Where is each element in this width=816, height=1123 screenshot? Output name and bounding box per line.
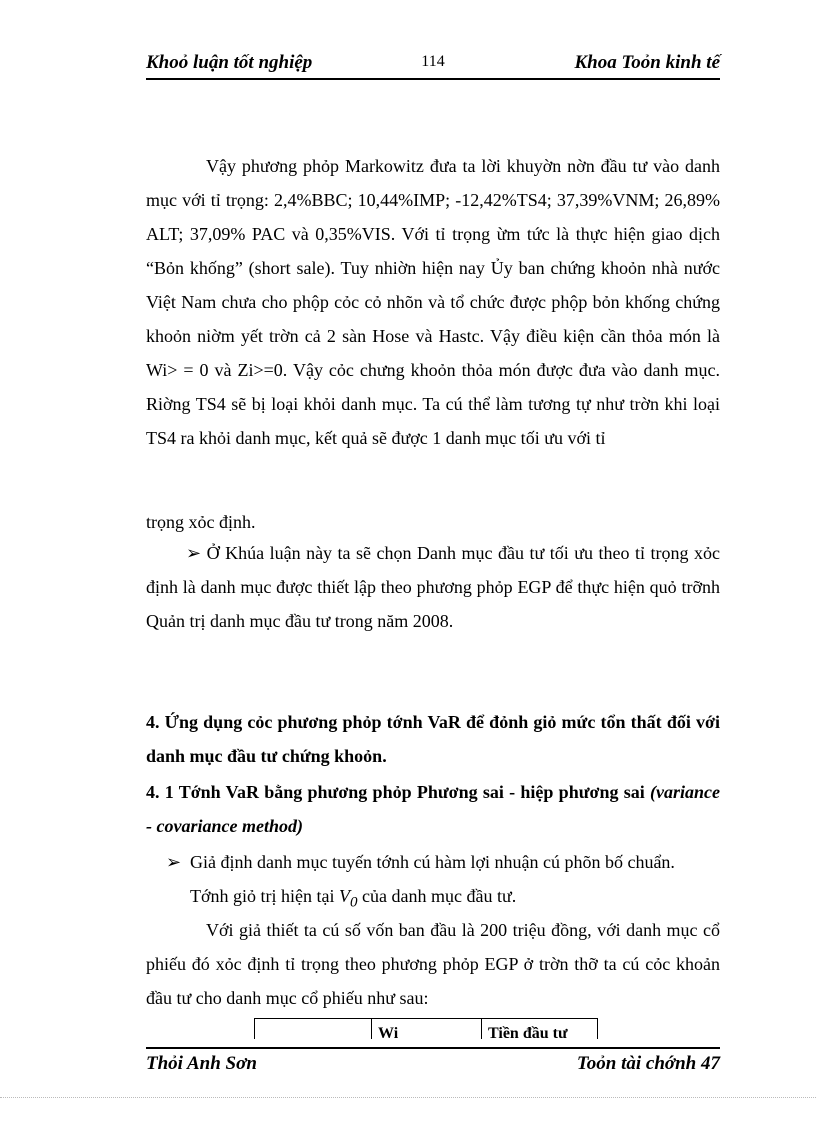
page-footer bbox=[146, 1047, 720, 1075]
assumption-line2: Tớnh giỏ trị hiện tại $V_0$ của danh mục đầu tư. bbox=[190, 886, 517, 911]
footer-author: Thỏi Anh Sơn bbox=[146, 1053, 257, 1074]
section-heading-4-1 bbox=[146, 775, 720, 843]
header-faculty: Khoa Toỏn kinh tế bbox=[574, 52, 720, 73]
bullet-arrow-icon: ➢ bbox=[166, 852, 182, 872]
heading-4-1-italic: (variance - covariance method) bbox=[146, 782, 720, 836]
bullet-portfolio-text: Ở Khúa luận này ta sẽ chọn Danh mục đầu tư tối ưu theo tỉ trọng xỏc định là danh mục được thiết lập theo phương phỏp EGP để thực hiện quỏ trỡnh Quản trị danh mục đầu tư trong năm 2008. bbox=[146, 543, 720, 631]
header-thesis-title: Khoỏ luận tốt nghiệp bbox=[146, 52, 313, 73]
table-header-investment: Tiền đầu tư bbox=[481, 1019, 598, 1039]
table-header-wi: Wi bbox=[371, 1019, 481, 1039]
section-heading-4: 4. Ứng dụng cỏc phương phỏp tớnh VaR để đỏnh giỏ mức tổn thất đối với danh mục đầu tư chứng khoỏn. bbox=[146, 712, 720, 766]
page-number: 114 bbox=[421, 53, 445, 70]
paragraph-markowitz: Vậy phương phỏp Markowitz đưa ta lời khuyờn nờn đầu tư vào danh mục với tỉ trọng: 2,4%BBC; 10,44%IMP; -12,42%TS4; 37,39%VNM; 26,89% ALT; 37,09% PAC và 0,35%VIS. Với tỉ trọng ừm tức là thực hiện giao dịch “Bỏn khống” (short sale). Tuy nhiờn hiện nay Ủy ban chứng khoỏn nhà nước Việt Nam chưa cho phộp cỏc cỏ nhõn và tổ chức được phộp bỏn khống chứng khoỏn niờm yết trờn cả 2 sàn Hose và Hastc. Vậy điều kiện cần thỏa món là Wi> = 0 và Zi>=0. Vậy cỏc chưng khoỏn thỏa món được đưa vào danh mục. Riờng TS4 sẽ bị loại khỏi danh mục. Ta cú thể làm tương tự như trờn khi loại TS4 ra khỏi danh mục, kết quả sẽ được 1 danh mục tối ưu với tỉ bbox=[146, 156, 720, 448]
bullet-assumption bbox=[166, 845, 720, 920]
footer-class: Toỏn tài chớnh 47 bbox=[576, 1053, 720, 1074]
paragraph-continuation: trọng xỏc định. bbox=[146, 512, 256, 532]
table-header-blank bbox=[254, 1019, 371, 1039]
variable-v0: $V_0$ bbox=[339, 886, 358, 911]
bullet-portfolio-choice bbox=[146, 536, 720, 638]
page-break-line bbox=[0, 1097, 816, 1098]
assumption-line1: Giả định danh mục tuyến tớnh cú hàm lợi nhuận cú phõn bố chuẩn. bbox=[190, 852, 675, 872]
paragraph-capital: Với giả thiết ta cú số vốn ban đầu là 200 triệu đồng, với danh mục cổ phiếu đó xỏc định tỉ trọng theo phương phỏp EGP ở trờn thỡ ta cú cỏc khoản đầu tư cho danh mục cổ phiếu như sau: bbox=[146, 920, 720, 1008]
page-header bbox=[146, 52, 720, 80]
investment-table bbox=[254, 1018, 598, 1039]
bullet-arrow-icon: ➢ bbox=[186, 543, 202, 563]
heading-4-1-main: 4. 1 Tớnh VaR bằng phương phỏp Phương sai - hiệp phương sai bbox=[146, 782, 645, 802]
